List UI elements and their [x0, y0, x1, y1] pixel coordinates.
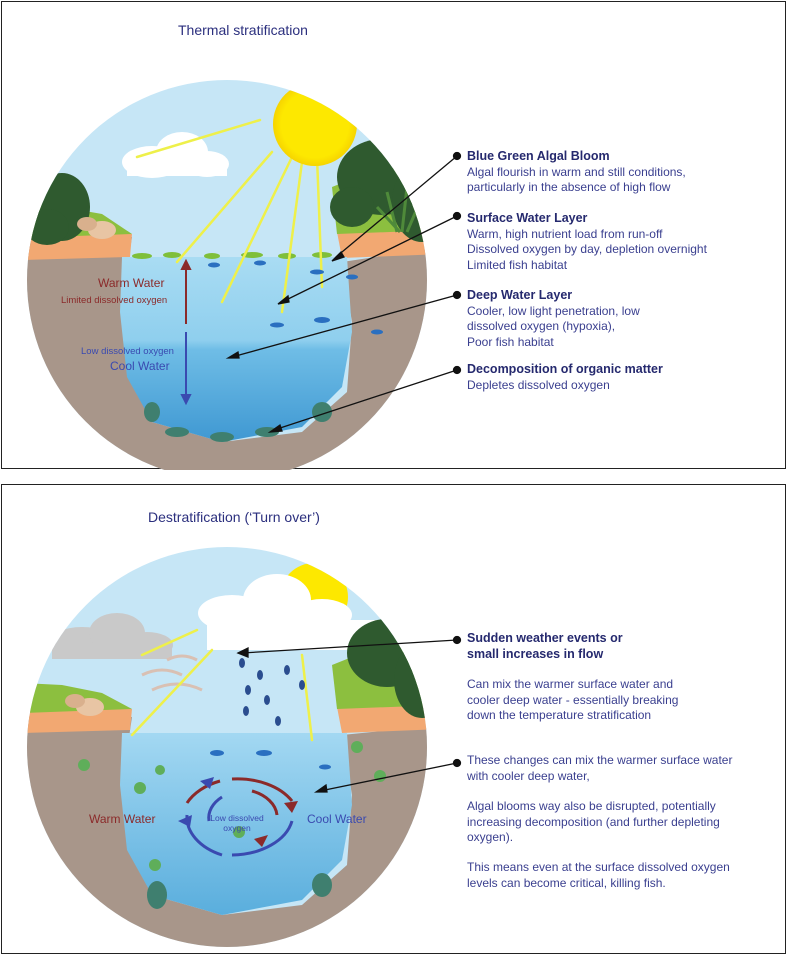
- low-oxygen-label: Low dissolved oxygen: [81, 346, 174, 357]
- cool-water-label: Cool Water: [307, 812, 367, 826]
- note-line: Dissolved oxygen by day, depletion overnight: [467, 242, 707, 256]
- center-label-line: oxygen: [223, 823, 251, 833]
- note-weather-heading: [467, 631, 623, 662]
- sand-left: [22, 709, 132, 733]
- sun: [273, 82, 357, 166]
- center-oxygen-label: [207, 813, 267, 833]
- note-line: Poor fish habitat: [467, 334, 554, 349]
- destratification-panel: [1, 484, 786, 954]
- note-line: increasing decomposition (and further depleting: [467, 814, 720, 829]
- note-line: Algal flourish in warm and still conditions,: [467, 164, 686, 179]
- center-label-line: Low dissolved: [210, 813, 264, 823]
- note-line: Limited fish habitat: [467, 257, 568, 272]
- note-line: Can mix the warmer surface water and: [467, 677, 674, 691]
- note-line: Algal blooms way also be disrupted, potentially: [467, 799, 716, 813]
- thermal-stratification-panel: [1, 1, 786, 469]
- panel-title: Thermal stratification: [178, 22, 308, 38]
- scene-circle: [22, 540, 450, 955]
- note-line: with cooler deep water,: [467, 768, 590, 783]
- note-line: Warm, high nutrient load from run-off: [467, 226, 663, 241]
- note-line: These changes can mix the warmer surface water: [467, 753, 733, 767]
- note-line: particularly in the absence of high flow: [467, 180, 671, 194]
- panel-title: Destratification (‘Turn over’): [148, 509, 320, 525]
- note-deep-layer: [467, 288, 640, 350]
- warm-water-label: Warm Water: [89, 812, 156, 826]
- note-line: This means even at the surface dissolved oxygen: [467, 860, 730, 874]
- note-line: oxygen).: [467, 830, 514, 844]
- note-line: Cooler, low light penetration, low: [467, 303, 640, 318]
- note-heading: Blue Green Algal Bloom: [467, 149, 610, 163]
- scene-circle: [22, 72, 452, 470]
- note-line: dissolved oxygen (hypoxia),: [467, 319, 616, 333]
- limited-oxygen-label: Limited dissolved oxygen: [61, 295, 168, 306]
- cool-water-label: Cool Water: [110, 359, 170, 373]
- note-heading: Sudden weather events or: [467, 631, 623, 645]
- note-heading: small increases in flow: [467, 646, 604, 661]
- note-para-3: [467, 799, 720, 846]
- note-heading: Deep Water Layer: [467, 288, 573, 302]
- note-algal-bloom: [467, 149, 686, 196]
- note-heading: Decomposition of organic matter: [467, 362, 663, 376]
- note-para-4: [467, 860, 730, 891]
- note-para-1: [467, 677, 678, 724]
- note-heading: Surface Water Layer: [467, 211, 588, 225]
- note-decomposition: [467, 362, 663, 393]
- note-surface-layer: [467, 211, 707, 273]
- note-para-2: [467, 753, 732, 784]
- note-line: Depletes dissolved oxygen: [467, 377, 610, 392]
- note-line: cooler deep water - essentially breaking: [467, 692, 679, 707]
- note-line: down the temperature stratification: [467, 708, 652, 722]
- note-line: levels can become critical, killing fish.: [467, 875, 666, 890]
- warm-water-label: Warm Water: [98, 276, 165, 290]
